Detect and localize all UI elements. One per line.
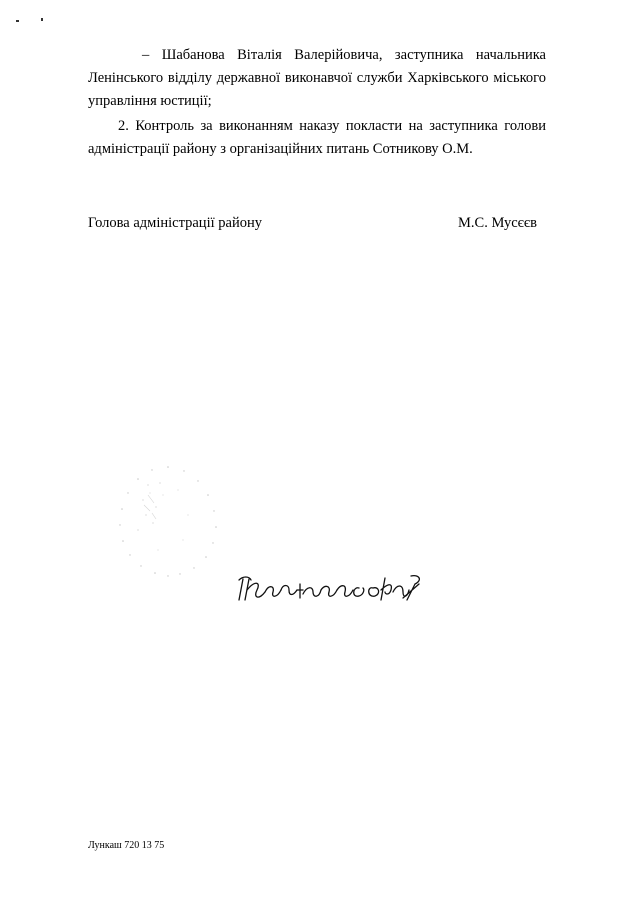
signer-name: М.С. Мусєєв xyxy=(458,215,537,231)
scan-artifact-dots xyxy=(14,16,54,26)
paragraph-appointee-text: – Шабанова Віталія Валерійовича, заступника начальника Ленінського відділу державної виконавчої служби Харківського міського управління юстиції; xyxy=(88,47,546,109)
signature-block xyxy=(88,211,546,235)
faded-stamp-seal xyxy=(108,455,228,585)
footer-contact-note: Лункаш 720 13 75 xyxy=(88,840,165,851)
paragraph-control-text: 2. Контроль за виконанням наказу покласти на заступника голови адміністрації району з організаційних питань Сотникову О.М. xyxy=(88,118,546,157)
paragraph-appointee xyxy=(88,44,546,113)
paragraph-control xyxy=(88,115,546,161)
signer-title: Голова адміністрації району xyxy=(88,215,262,231)
handwritten-note xyxy=(235,570,425,610)
